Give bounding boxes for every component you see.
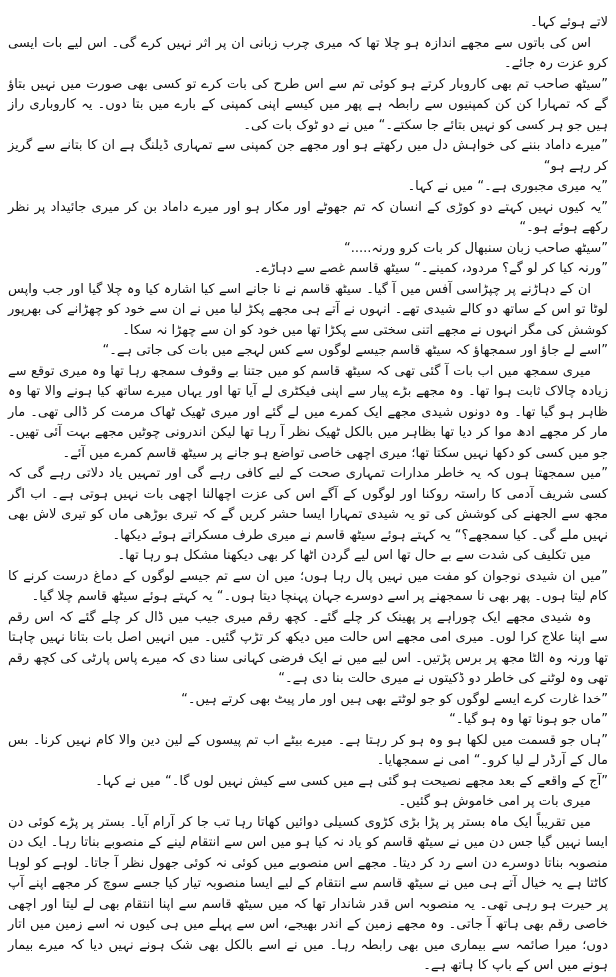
story-paragraph: ”ہاں جو قسمت میں لکھا ہو وہ ہو کر رہتا ہے۔ میرے بیٹے اب تم پیسوں کے لین دین والا کام نہیں کرنا۔ بس مال کے آرڈر لے لیا کرو۔“ امی نے سمجھایا۔ bbox=[8, 732, 608, 768]
story-paragraph: ”خدا غارت کرے ایسے لوگوں کو جو لوٹتے بھی ہیں اور مار پیٹ بھی کرتے ہیں۔“ bbox=[181, 691, 608, 707]
story-paragraph: میں تقریباً ایک ماہ بستر پر پڑا بڑی کڑوی کسیلی دوائیں کھاتا رہا تب جا کر آرام آیا۔ بستر پر پڑے کوئی دن ایسا نہیں گیا جس دن میں نے سیٹھ قاسم کو یاد نہ کیا ہو میں اس سے انتقام لینے کے منصوبے بناتا رہا۔ ایک دن منصوبہ بناتا دوسرے دن اسے رد کر دیتا۔ مجھے اس منصوبے میں کوئی نہ کوئی جھول نظر آ جاتا۔ لوہے کو لوہا کاٹتا ہے یہ خیال آتے ہی میں نے سیٹھ قاسم سے انتقام کے لیے ایسا منصوبہ تیار کیا جسے سوچ کر مجھے اپنے آپ پر حیرت ہو رہی تھی۔ یہ منصوبہ اس قدر شاندار تھا کہ میں سیٹھ قاسم سے اپنا انتقام بھی لے لیتا اور اچھی خاصی رقم بھی ہاتھ آ جاتی۔ وہ مجھے زمین کے اندر بھیجے، اس سے پہلے میں ہی کیوں نہ اسے زمین میں اتار دوں؛ میرا صائمہ سے بیماری میں بھی رابطہ رہا۔ میں نے اسے بالکل بھی شک ہونے نہیں دیا کہ میرے بیمار ہونے میں اس کے باپ کا ہاتھ ہے۔ bbox=[8, 814, 608, 973]
story-text-column bbox=[8, 13, 608, 977]
story-paragraph: ”آج کے واقعے کے بعد مجھے نصیحت ہو گئی ہے میں کسی سے کیش نہیں لوں گا۔“ میں نے کہا۔ bbox=[95, 773, 608, 789]
story-paragraph: ”سیٹھ صاحب تم بھی کاروبار کرتے ہو کوئی تم سے اس طرح کی بات کرے تو کسی بھی صورت میں نہیں بتاؤ گے کہ تمہارا کن کن کمپنیوں سے رابطہ ہے پھر میں کیسے اپنی کمپنی کے بارے میں بتا دوں۔ یہ کاروباری راز ہیں جو ہر کسی کو نہیں بتائے جا سکتے۔“ میں نے دو ٹوک بات کی۔ bbox=[8, 76, 608, 133]
story-paragraph: ”میرے داماد بننے کی خواہش دل میں رکھتے ہو اور مجھے جن کمپنی سے تمہاری ڈیلنگ ہے ان کا بتانے سے گریز کر رہے ہو“ bbox=[8, 138, 608, 174]
story-paragraph: ”میں ان شیدی نوجوان کو مفت میں نہیں پال رہا ہوں؛ میں ان سے تم جیسے لوگوں کے دماغ درست کرنے کا کام لیتا ہوں۔ پھر بھی نا سمجھنے پر اسے دوسرے جہان پہنچا دیتا ہوں۔“ یہ کہتے ہوئے سیٹھ قاسم چلا گیا۔ bbox=[8, 568, 608, 604]
story-paragraph: اس کی باتوں سے مجھے اندازہ ہو چلا تھا کہ میری چرب زبانی ان پر اثر نہیں کرے گی۔ اس لیے بات ایسی کرو عزت رہ جائے۔ bbox=[8, 35, 608, 71]
story-paragraph: ”یہ کیوں نہیں کہتے دو کوڑی کے انسان کہ تم جھوٹے اور مکار ہو اور میرے داماد بن کر میری جائیداد پر نظر رکھے ہوئے ہو۔“ bbox=[8, 199, 608, 235]
story-paragraph: ”ماں جو ہونا تھا وہ ہو گیا۔“ bbox=[449, 712, 608, 727]
story-paragraph: ان کے دہاڑنے پر چپڑاسی آفس میں آ گیا۔ سیٹھ قاسم نے نا جانے اسے کیا اشارہ کیا وہ چلا گیا اور جب واپس لوٹا تو اس کے ساتھ دو کالے شیدی تھے۔ انہوں نے آتے ہی مجھے پکڑ لیا میں نے ان سے خود کو چھڑانے کی بھرپور کوشش کی مگر انہوں نے مجھے اتنی سختی سے پکڑا تھا میں خود کو ان سے چھڑا نہ سکا۔ bbox=[8, 281, 608, 338]
story-paragraph: ”سیٹھ صاحب زبان سنبھال کر بات کرو ورنہ.....“ bbox=[344, 240, 608, 256]
story-paragraph: ”اسے لے جاؤ اور سمجھاؤ کہ سیٹھ قاسم جیسے لوگوں سے کس لہجے میں بات کی جاتی ہے۔“ bbox=[102, 343, 608, 358]
story-paragraph: میری سمجھ میں اب بات آ گئی تھی کہ سیٹھ قاسم کو میں جتنا بے وقوف سمجھ رہا تھا وہ میری توقع سے زیادہ چالاک ثابت ہوا تھا۔ وہ مجھے بڑے پیار سے اپنی فیکٹری لے آیا تھا اور یہاں میرے ساتھ کیا ہونے والا تھا وہ ظاہر ہو گیا تھا۔ وہ دونوں شیدی مجھے ایک کمرے میں لے گئے اور میری ٹھیک ٹھاک مرمت کر ڈالی تھی۔ مار مار کر مجھے ادھ موا کر دیا تھا بظاہر میں بالکل ٹھیک نظر آ رہا تھا لیکن اندرونی چوٹیں مجھے بہت آئی تھیں۔ جو میں کسی کو دکھا نہیں سکتا تھا؛ میری اچھی خاصی تواضع ہو جانے پر سیٹھ قاسم کمرے میں آئے۔ bbox=[8, 363, 608, 461]
story-paragraph: لاتے ہوئے کہا۔ bbox=[530, 15, 608, 30]
story-paragraph: میں تکلیف کی شدت سے بے حال تھا اس لیے گردن اٹھا کر بھی دیکھنا مشکل ہو رہا تھا۔ bbox=[117, 548, 591, 563]
story-paragraph: ”میں سمجھتا ہوں کہ یہ خاطر مدارات تمہاری صحت کے لیے کافی رہے گی اور تمہیں یاد دلاتی رہے گی کہ کسی شریف آدمی کا راستہ روکنا اور لوگوں کے آگے اس کی عزت اچھالنا اچھی بات نہیں ہوتی ہے۔ اب اگر مجھ سے الجھنے کی کوشش کی تو یہ شیدی تمہارا ایسا حشر کریں گے کہ تیری بوڑھی ماں کو تیری لاش بھی نہیں ملے گی۔ کیا سمجھے؟“ یہ کہتے ہوئے سیٹھ قاسم نے میری طرف مسکراتے ہوئے دیکھا۔ bbox=[8, 466, 608, 543]
story-paragraph: ”ورنہ کیا کر لو گے؟ مردود، کمینے۔“ سیٹھ قاسم غصے سے دہاڑے۔ bbox=[253, 261, 608, 276]
story-paragraph: ”یہ میری مجبوری ہے۔“ میں نے کہا۔ bbox=[407, 179, 608, 194]
story-paragraph: میری بات پر امی خاموش ہو گئیں۔ bbox=[398, 794, 591, 809]
story-paragraph: وہ شیدی مجھے ایک چوراہے پر پھینک کر چلے گئے۔ کچھ رقم میری جیب میں ڈال کر چلے گئے کہ اس رقم سے اپنا علاج کرا لوں۔ میری امی مجھے اس حالت میں دیکھ کر تڑپ گئیں۔ میں انہیں اصل بات بتانا نہیں چاہتا تھا ورنہ وہ الٹا مجھ پر برس پڑتیں۔ اس لیے میں نے ایک فرضی کہانی سنا دی کہ میرے پاس پارٹی کی کچھ رقم تھی وہ لوٹنے کی خاطر دو ڈکیتوں نے میری حالت بنا دی ہے۔“ bbox=[8, 609, 608, 686]
